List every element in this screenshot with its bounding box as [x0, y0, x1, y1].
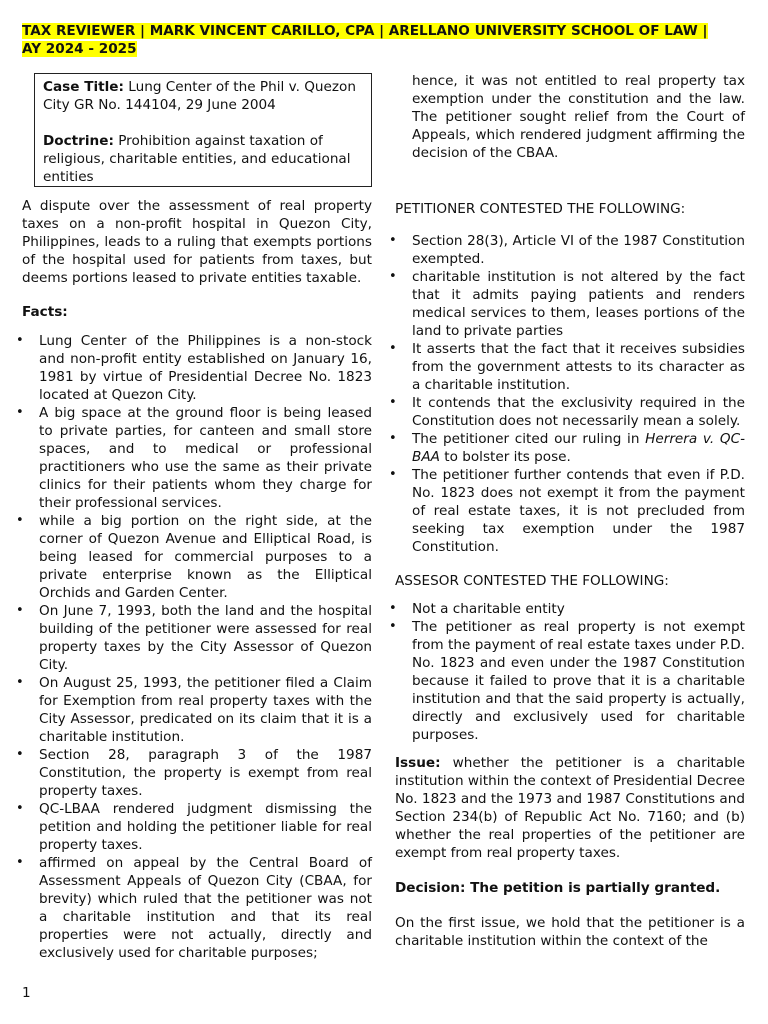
assessor-item: • The petitioner as real property is not exempt from the payment of real estate taxes under P.D. No. 1823 and even under the 1987 Constitution because it failed to prove that it is a charitable institution and that the said property is actually, directly and exclusively used for charitable purposes. — [395, 618, 745, 744]
case-summary-box — [34, 73, 372, 187]
doctrine-text: Prohibition against taxation of religious, charitable entities, and educational entities — [43, 133, 351, 185]
petitioner-heading: PETITIONER CONTESTED THE FOLLOWING: — [395, 201, 686, 217]
petitioner-item: • It contends that the exclusivity required in the Constitution does not necessarily mean a solely. — [395, 394, 745, 430]
fact-item: • QC-LBAA rendered judgment dismissing the petition and holding the petitioner liable for real property taxes. — [22, 800, 372, 854]
header-line-2: AY 2024 - 2025 — [22, 41, 137, 57]
case-citation: Herrera v. QC-BAA — [412, 431, 745, 465]
doctrine-label: Doctrine: — [43, 133, 114, 149]
fact-item: • Section 28, paragraph 3 of the 1987 Constitution, the property is exempt from real property taxes. — [22, 746, 372, 800]
fact-item: • Lung Center of the Philippines is a non-stock and non-profit entity established on January 16, 1981 by virtue of Presidential Decree No. 1823 located at Quezon City. — [22, 332, 372, 404]
issue-text: whether the petitioner is a charitable institution within the context of Presidential Decree No. 1823 and the 1973 and 1987 Constitutions and Section 234(b) of Republic Act No. 7160; and (b) whether the real properties of the petitioner are exempt from real property taxes. — [395, 755, 745, 861]
assessor-list — [395, 600, 745, 744]
fact-item: • On June 7, 1993, both the land and the hospital building of the petitioner were assessed for real property taxes by the City Assessor of Quezon City. — [22, 602, 372, 674]
left-column — [22, 197, 372, 962]
continuation-paragraph: hence, it was not entitled to real property tax exemption under the constitution and the law. The petitioner sought relief from the Court of Appeals, which rendered judgment affirming the decision of the CBAA. — [412, 73, 745, 161]
issue-paragraph — [395, 754, 745, 862]
facts-heading: Facts: — [22, 304, 68, 320]
petitioner-item — [395, 430, 745, 466]
petitioner-item: • It asserts that the fact that it receives subsidies from the government attests to its character as a charitable institution. — [395, 340, 745, 394]
document-header — [22, 22, 728, 58]
header-line-1: TAX REVIEWER | MARK VINCENT CARILLO, CPA | ARELLANO UNIVERSITY SCHOOL OF LAW | — [22, 23, 708, 39]
assessor-heading: ASSESOR CONTESTED THE FOLLOWING: — [395, 573, 669, 589]
page-number: 1 — [22, 985, 31, 1001]
petitioner-list — [395, 232, 745, 556]
fact-item: • while a big portion on the right side, at the corner of Quezon Avenue and Elliptical Road, is being leased for commercial purposes to a private enterprise known as the Elliptical Orchids and Garden Center. — [22, 512, 372, 602]
closing-paragraph: On the first issue, we hold that the petitioner is a charitable institution within the context of the — [395, 915, 745, 949]
decision-heading: Decision: The petition is partially granted. — [395, 880, 721, 896]
case-doctrine — [43, 132, 363, 186]
issue-label: Issue: — [395, 755, 441, 771]
case-title-text: Lung Center of the Phil v. Quezon City GR No. 144104, 29 June 2004 — [43, 79, 356, 113]
fact-item: • On August 25, 1993, the petitioner filed a Claim for Exemption from real property taxes with the City Assessor, predicated on its claim that it is a charitable institution. — [22, 674, 372, 746]
assessor-item: • Not a charitable entity — [395, 600, 745, 618]
citation-pre: The petitioner cited our ruling in — [412, 431, 646, 447]
fact-item: • affirmed on appeal by the Central Board of Assessment Appeals of Quezon City (CBAA, for brevity) which ruled that the petitioner was not a charitable institution and that its real properties were not actually, directly and exclusively used for charitable purposes; — [22, 854, 372, 962]
petitioner-item: • The petitioner further contends that even if P.D. No. 1823 does not exempt it from the payment of real estate taxes, it is not precluded from seeking tax exemption under the 1987 Constitution. — [395, 466, 745, 556]
fact-item: • A big space at the ground floor is being leased to private parties, for canteen and small store spaces, and to medical or professional practitioners who use the same as their private clinics for their patients whom they charge for their professional services. — [22, 404, 372, 512]
case-title-label: Case Title: — [43, 79, 124, 95]
case-title — [43, 78, 363, 114]
petitioner-item: • Section 28(3), Article VI of the 1987 Constitution exempted. — [395, 232, 745, 268]
petitioner-item: • charitable institution is not altered by the fact that it admits paying patients and renders medical services to them, leases portions of the land to private parties — [395, 268, 745, 340]
facts-list — [22, 332, 372, 962]
intro-paragraph: A dispute over the assessment of real property taxes on a non-profit hospital in Quezon City, Philippines, leads to a ruling that exempts portions of the hospital used for patients from taxes, but deems portions leased to private entities taxable. — [22, 198, 372, 286]
right-column — [395, 72, 745, 950]
citation-post: to bolster its pose. — [439, 449, 571, 465]
